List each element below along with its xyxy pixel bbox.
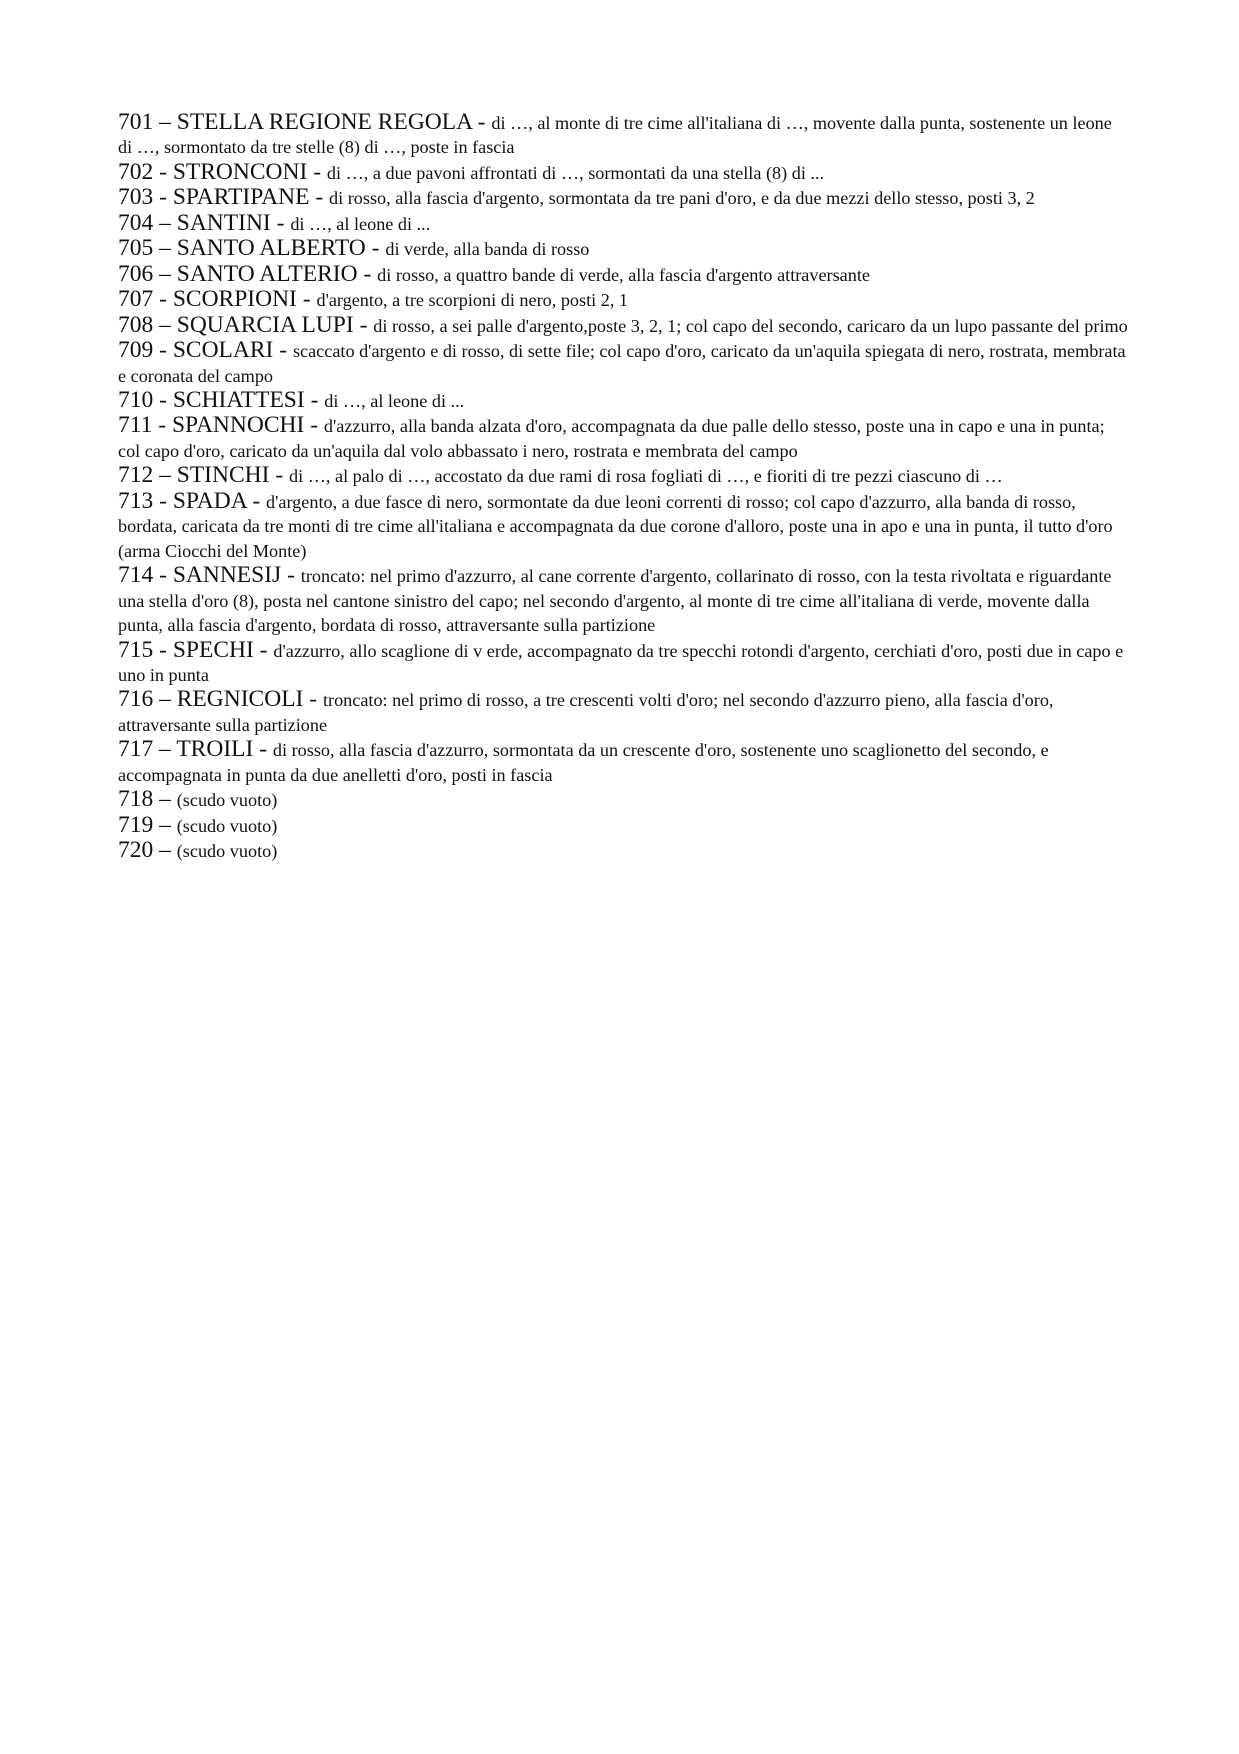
entry-name: SCHIATTESI xyxy=(172,386,305,413)
entry-name: SANTO ALTERIO xyxy=(176,260,358,287)
entry-description: di …, al leone di ... xyxy=(324,390,465,411)
entry-number: 713 xyxy=(118,487,154,514)
entry-number: 718 xyxy=(118,786,154,813)
entry-separator: – xyxy=(153,260,177,287)
entry-number: 719 xyxy=(118,811,154,838)
entry-name: SPECHI xyxy=(172,636,254,663)
entry-dash: - xyxy=(304,386,325,413)
entry-704 xyxy=(118,211,1128,236)
entry-list xyxy=(118,110,1128,864)
entry-description: d'argento, a tre scorpioni di nero, posti 2, 1 xyxy=(316,290,629,311)
entry-dash: - xyxy=(357,260,378,287)
entry-name: SCORPIONI xyxy=(172,286,297,313)
entry-number: 708 xyxy=(118,311,154,338)
entry-dash: - xyxy=(296,286,317,313)
entry-separator: – xyxy=(153,311,177,338)
entry-name: SANTO ALBERTO xyxy=(176,235,366,262)
entry-dash: - xyxy=(309,184,330,211)
entry-719 xyxy=(118,813,1128,838)
entry-separator: – xyxy=(153,686,177,713)
entry-separator: - xyxy=(153,286,173,313)
entry-description: di …, al palo di …, accostato da due rami di rosa fogliati di …, e fioriti di tre pezzi ciascuno di … xyxy=(289,466,1003,487)
entry-number: 717 xyxy=(118,736,154,763)
entry-description: d'argento, a due fasce di nero, sormontate da due leoni correnti di rosso; col capo d'azzurro, alla banda di rosso, bordata, caricata da tre monti di tre cime all'italiana e accompagnata da due corone d'alloro, poste una in apo e una in punta, il tutto d'oro (arma Ciocchi del Monte) xyxy=(118,491,1113,561)
entry-separator: – xyxy=(153,786,177,813)
entry-number: 705 xyxy=(118,235,154,262)
entry-description: di rosso, a sei palle d'argento,poste 3, 2, 1; col capo del secondo, caricaro da un lupo passante del primo xyxy=(373,315,1128,336)
entry-number: 703 xyxy=(118,184,154,211)
entry-dash: - xyxy=(269,462,290,489)
entry-description: di …, al leone di ... xyxy=(290,213,431,234)
entry-separator: – xyxy=(153,209,177,236)
entry-description: di rosso, alla fascia d'argento, sormontata da tre pani d'oro, e da due mezzi dello stesso, posti 3, 2 xyxy=(329,188,1035,209)
entry-description: troncato: nel primo d'azzurro, al cane corrente d'argento, collarinato di rosso, con la testa rivoltata e riguardante una stella d'oro (8), posta nel cantone sinistro del capo; nel secondo d'argento, al monte di tre cime all'italiana di verde, movente dalla punta, alla fascia d'argento, bordata di rosso, attraversante sulla partizione xyxy=(118,566,1112,636)
entry-name: STRONCONI xyxy=(172,158,308,185)
entry-dash: - xyxy=(253,736,273,763)
entry-description: (scudo vuoto) xyxy=(176,841,278,862)
entry-number: 709 xyxy=(118,337,154,364)
entry-separator: - xyxy=(153,636,173,663)
entry-separator: – xyxy=(153,109,177,135)
entry-description: di rosso, a quattro bande di verde, alla fascia d'argento attraversante xyxy=(377,264,870,285)
document-page xyxy=(118,110,1128,864)
entry-description: di …, al monte di tre cime all'italiana di …, movente dalla punta, sostenente un leone di …, sormontato da tre stelle (8) di …, poste in fascia xyxy=(118,113,1112,158)
entry-description: di verde, alla banda di rosso xyxy=(385,239,590,260)
entry-name: TROILI xyxy=(176,736,254,763)
entry-dash: - xyxy=(281,562,301,589)
entry-name: SPANNOCHI xyxy=(171,412,305,439)
entry-717 xyxy=(118,737,1128,787)
entry-712 xyxy=(118,463,1128,488)
entry-number: 711 xyxy=(118,412,153,439)
entry-name: SCOLARI xyxy=(172,337,274,364)
entry-dash: - xyxy=(273,337,293,364)
entry-number: 712 xyxy=(118,462,154,489)
entry-number: 706 xyxy=(118,260,154,287)
entry-separator: - xyxy=(153,562,173,589)
entry-description: d'azzurro, allo scaglione di v erde, accompagnato da tre specchi rotondi d'argento, cerchiati d'oro, posti due in capo e uno in punta xyxy=(118,640,1124,685)
entry-dash: - xyxy=(253,636,274,663)
entry-dash: - xyxy=(353,311,374,338)
entry-name: SPARTIPANE xyxy=(172,184,310,211)
entry-707 xyxy=(118,287,1128,312)
entry-name: SQUARCIA LUPI xyxy=(176,311,354,338)
entry-number: 714 xyxy=(118,562,154,589)
entry-number: 716 xyxy=(118,686,154,713)
entry-separator: – xyxy=(153,235,177,262)
entry-number: 707 xyxy=(118,286,154,313)
entry-number: 715 xyxy=(118,636,154,663)
entry-separator: - xyxy=(152,412,172,439)
entry-715 xyxy=(118,638,1128,688)
entry-dash: - xyxy=(471,109,492,135)
entry-701 xyxy=(118,110,1128,160)
entry-name: STINCHI xyxy=(176,462,270,489)
entry-number: 710 xyxy=(118,386,154,413)
entry-number: 704 xyxy=(118,209,154,236)
entry-separator: - xyxy=(153,487,173,514)
entry-714 xyxy=(118,563,1128,637)
entry-713 xyxy=(118,489,1128,563)
entry-description: (scudo vuoto) xyxy=(176,815,278,836)
entry-name: STELLA REGIONE REGOLA xyxy=(176,109,472,135)
entry-separator: - xyxy=(153,158,173,185)
entry-description: scaccato d'argento e di rosso, di sette file; col capo d'oro, caricato da un'aquila spiegata di nero, rostrata, membrata e coronata del campo xyxy=(118,341,1126,386)
entry-separator: – xyxy=(153,837,177,864)
entry-709 xyxy=(118,338,1128,388)
entry-702 xyxy=(118,160,1128,185)
entry-dash: - xyxy=(365,235,386,262)
entry-separator: – xyxy=(153,462,177,489)
entry-dash: - xyxy=(304,412,324,439)
entry-716 xyxy=(118,687,1128,737)
entry-711 xyxy=(118,413,1128,463)
entry-name: REGNICOLI xyxy=(176,686,304,713)
entry-description: di …, a due pavoni affrontati di …, sormontati da una stella (8) di ... xyxy=(326,162,825,183)
entry-description: (scudo vuoto) xyxy=(176,790,278,811)
entry-705 xyxy=(118,236,1128,261)
entry-separator: - xyxy=(153,337,173,364)
entry-dash: - xyxy=(246,487,267,514)
entry-718 xyxy=(118,787,1128,812)
entry-separator: - xyxy=(153,386,173,413)
entry-710 xyxy=(118,388,1128,413)
entry-dash: - xyxy=(270,209,291,236)
entry-description: di rosso, alla fascia d'azzurro, sormontata da un crescente d'oro, sostenente uno scaglionetto del secondo, e accompagnata in punta da due anelletti d'oro, posti in fascia xyxy=(118,740,1049,785)
entry-number: 702 xyxy=(118,158,154,185)
entry-separator: - xyxy=(153,184,173,211)
entry-dash: - xyxy=(303,686,323,713)
entry-703 xyxy=(118,185,1128,210)
entry-separator: – xyxy=(153,811,177,838)
entry-dash: - xyxy=(307,158,327,185)
entry-number: 701 xyxy=(118,109,154,135)
entry-name: SANTINI xyxy=(176,209,271,236)
entry-separator: – xyxy=(153,736,177,763)
entry-description: troncato: nel primo di rosso, a tre crescenti volti d'oro; nel secondo d'azzurro pieno, alla fascia d'oro, attraversante sulla partizione xyxy=(118,690,1054,735)
entry-720 xyxy=(118,838,1128,863)
entry-number: 720 xyxy=(118,837,154,864)
entry-name: SANNESIJ xyxy=(172,562,282,589)
entry-name: SPADA xyxy=(172,487,247,514)
entry-706 xyxy=(118,262,1128,287)
entry-708 xyxy=(118,313,1128,338)
entry-description: d'azzurro, alla banda alzata d'oro, accompagnata da due palle dello stesso, poste una in capo e una in punta; col capo d'oro, caricato da un'aquila dal volo abbassato i nero, rostrata e membrata del campo xyxy=(118,416,1105,461)
